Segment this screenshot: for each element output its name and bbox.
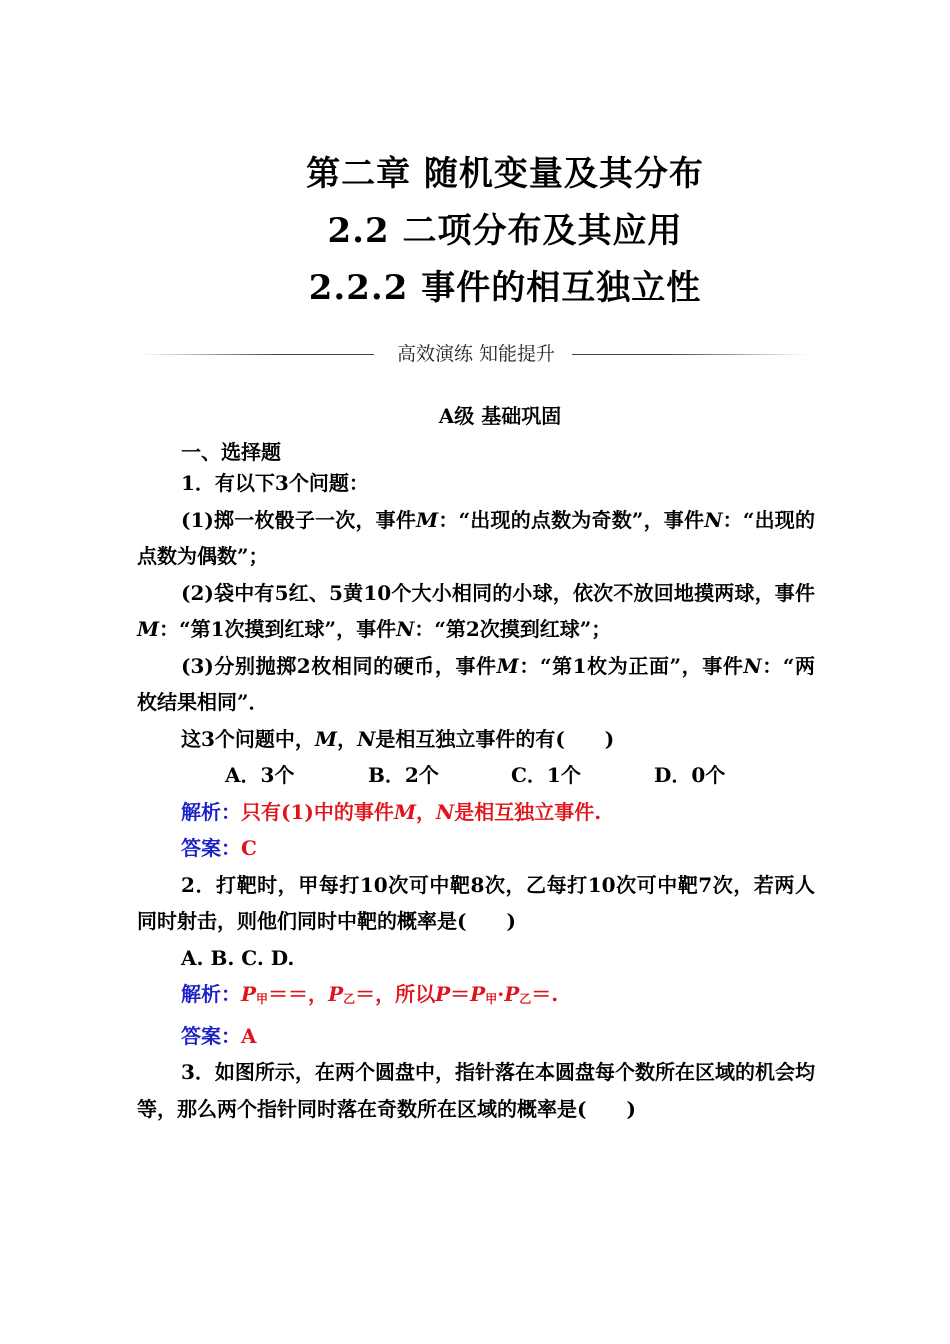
q1-option-b: B．2个 (368, 763, 439, 787)
question-content (137, 465, 815, 1127)
q1-answer (137, 830, 815, 867)
q2-stem: 2．打靶时，甲每打10次可中靶8次，乙每打10次可中靶7次，若两人同时射击，则他们同时中靶的概率是( ) (137, 872, 815, 933)
analysis-label: 解析： (181, 799, 241, 824)
q1-option-c: C．1个 (511, 763, 581, 787)
q1-question: 这3个问题中，M，N是相互独立事件的有( ) (181, 726, 615, 751)
q1-item-1: (1)掷一枚骰子一次，事件M：“出现的点数为奇数”，事件N：“出现的点数为偶数”； (137, 507, 815, 568)
q1-item-2: (2)袋中有5红、5黄10个大小相同的小球，依次不放回地摸两球，事件M：“第1次摸到红球”，事件N：“第2次摸到红球”； (137, 580, 815, 641)
q1-options (137, 757, 815, 794)
divider-line-left (140, 354, 374, 355)
banner-text: 高效演练 知能提升 (396, 343, 556, 365)
divider-line-right (572, 354, 808, 355)
q1-option-a: A．3个 (225, 763, 295, 787)
level-heading: A级 基础巩固 (438, 404, 562, 428)
section-title: 2.2 二项分布及其应用 (327, 211, 683, 251)
q2-analysis: 解析：$P_甲==$，$P_乙=$，所以$P=P_甲\cdot P_乙=$. (181, 982, 559, 1006)
q2-answer (137, 1018, 815, 1055)
banner-divider (140, 340, 808, 368)
answer-value: A (241, 1023, 257, 1048)
part-heading: 一、选择题 (181, 440, 281, 464)
q1-option-d: D．0个 (654, 763, 726, 787)
q1-item-3: (3)分别抛掷2枚相同的硬币，事件M：“第1枚为正面”，事件N：“两枚结果相同”． (137, 653, 815, 714)
answer-label: 答案： (181, 836, 241, 860)
q1-analysis: 解析：只有(1)中的事件M，N是相互独立事件. (181, 799, 602, 824)
q1-stem: 1．有以下3个问题： (181, 471, 369, 495)
analysis-label: 解析： (181, 982, 241, 1006)
q3-stem: 3．如图所示，在两个圆盘中，指针落在本圆盘每个数所在区域的机会均等，那么两个指针同时落在奇数所在区域的概率是( ) (137, 1060, 815, 1121)
q2-options: A. B. C. D. (181, 945, 295, 970)
answer-value: C (241, 836, 257, 860)
subsection-title: 2.2.2 事件的相互独立性 (308, 268, 702, 308)
chapter-title: 第二章 随机变量及其分布 (306, 154, 704, 194)
answer-label: 答案： (181, 1023, 241, 1048)
